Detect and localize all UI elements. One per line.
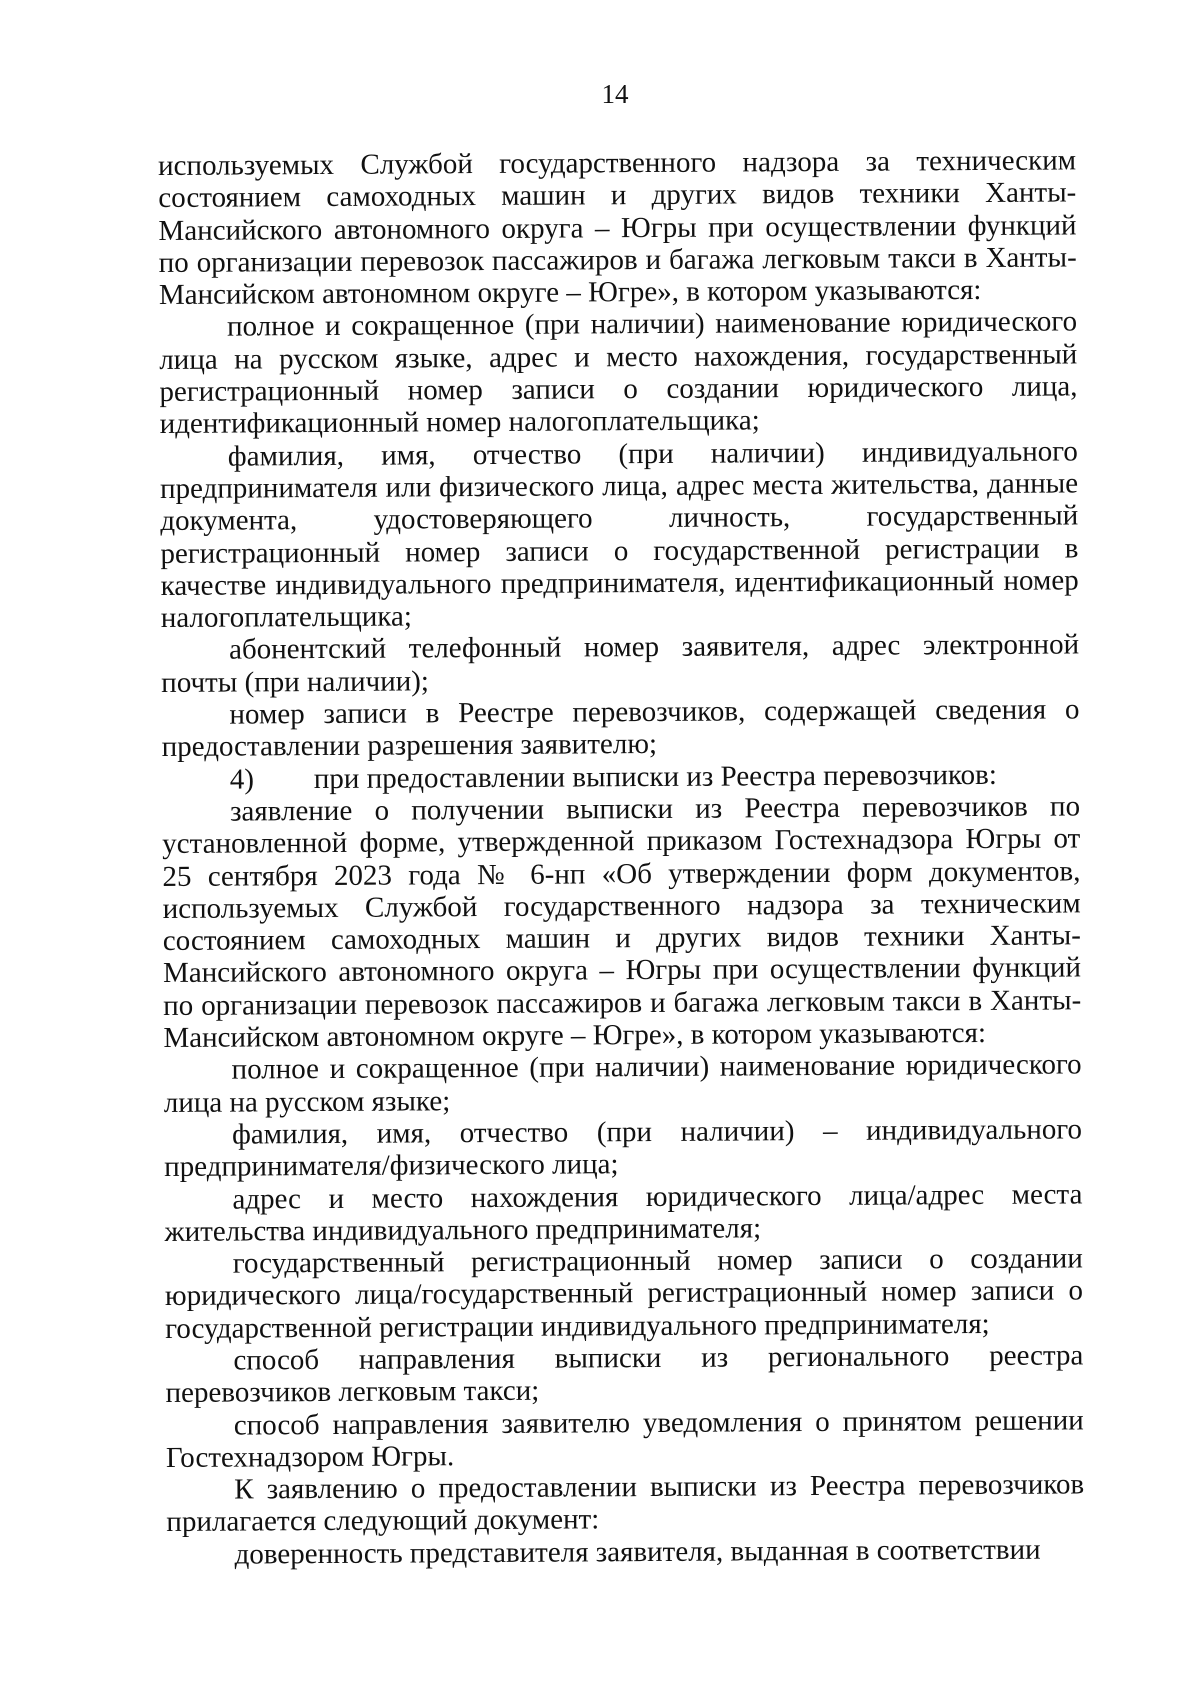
list-item-text: при предоставлении выписки из Реестра перевозчиков: — [313, 758, 997, 795]
paragraph: полное и сокращенное (при наличии) наименование юридического лица на русском языке, адрес и место нахождения, государственный регистрационный номер записи о создании юридического лица, идентификационный номер налогоплательщика; — [159, 305, 1078, 441]
paragraph: К заявлению о предоставлении выписки из Реестра перевозчиков прилагается следующий документ: — [166, 1468, 1085, 1539]
paragraph: способ направления выписки из регионального реестра перевозчиков легковым такси; — [165, 1339, 1084, 1410]
paragraph: используемых Службой государственного надзора за техническим состоянием самоходных машин и других видов техники Ханты-Мансийского автономного округа – Югры при осуществлении функций по организации перевозок пассажиров и багажа легковым такси в Ханты-Мансийском автономном округе – Югре», в котором указываются: — [158, 144, 1077, 312]
paragraph: адрес и место нахождения юридического лица/адрес места жительства индивидуального предпринимателя; — [164, 1177, 1083, 1248]
paragraph: доверенность представителя заявителя, выданная в соответствии — [234, 1533, 1041, 1571]
paragraph: фамилия, имя, отчество (при наличии) индивидуального предпринимателя или физического лица, адрес места жительства, данные документа, удостоверяющего личность, государственный регистрационный номер записи о государственной регистрации в качестве индивидуального предпринимателя, идентификационный номер налогоплательщика; — [159, 435, 1079, 635]
paragraph: государственный регистрационный номер записи о создании юридического лица/государственный регистрационный номер записи о государственной регистрации индивидуального предпринимателя; — [164, 1242, 1084, 1345]
page-number: 14 — [601, 79, 629, 109]
paragraph: абонентский телефонный номер заявителя, адрес электронной почты (при наличии); — [161, 628, 1080, 699]
document-body — [158, 144, 1085, 1571]
paragraph: заявление о получении выписки из Реестра перевозчиков по установленной форме, утвержденной приказом Гостехнадзора Югры от 25 сентября 2023 года № 6-нп «Об утверждении форм документов, используемых Службой государственного надзора за техническим состоянием самоходных машин и других видов техники Ханты-Мансийского автономного округа – Югры при осуществлении функций по организации перевозок пассажиров и багажа легковым такси в Ханты-Мансийском автономном округе – Югре», в котором указываются: — [162, 790, 1082, 1054]
paragraph: номер записи в Реестре перевозчиков, содержащей сведения о предоставлении разрешения заявителю; — [161, 693, 1080, 764]
paragraph: фамилия, имя, отчество (при наличии) – индивидуального предпринимателя/физического лица; — [164, 1113, 1083, 1184]
paragraph: способ направления заявителю уведомления о принятом решении Гостехнадзором Югры. — [165, 1403, 1084, 1474]
list-marker: 4) — [229, 763, 255, 796]
paragraph: полное и сокращенное (при наличии) наименование юридического лица на русском языке; — [163, 1048, 1082, 1119]
